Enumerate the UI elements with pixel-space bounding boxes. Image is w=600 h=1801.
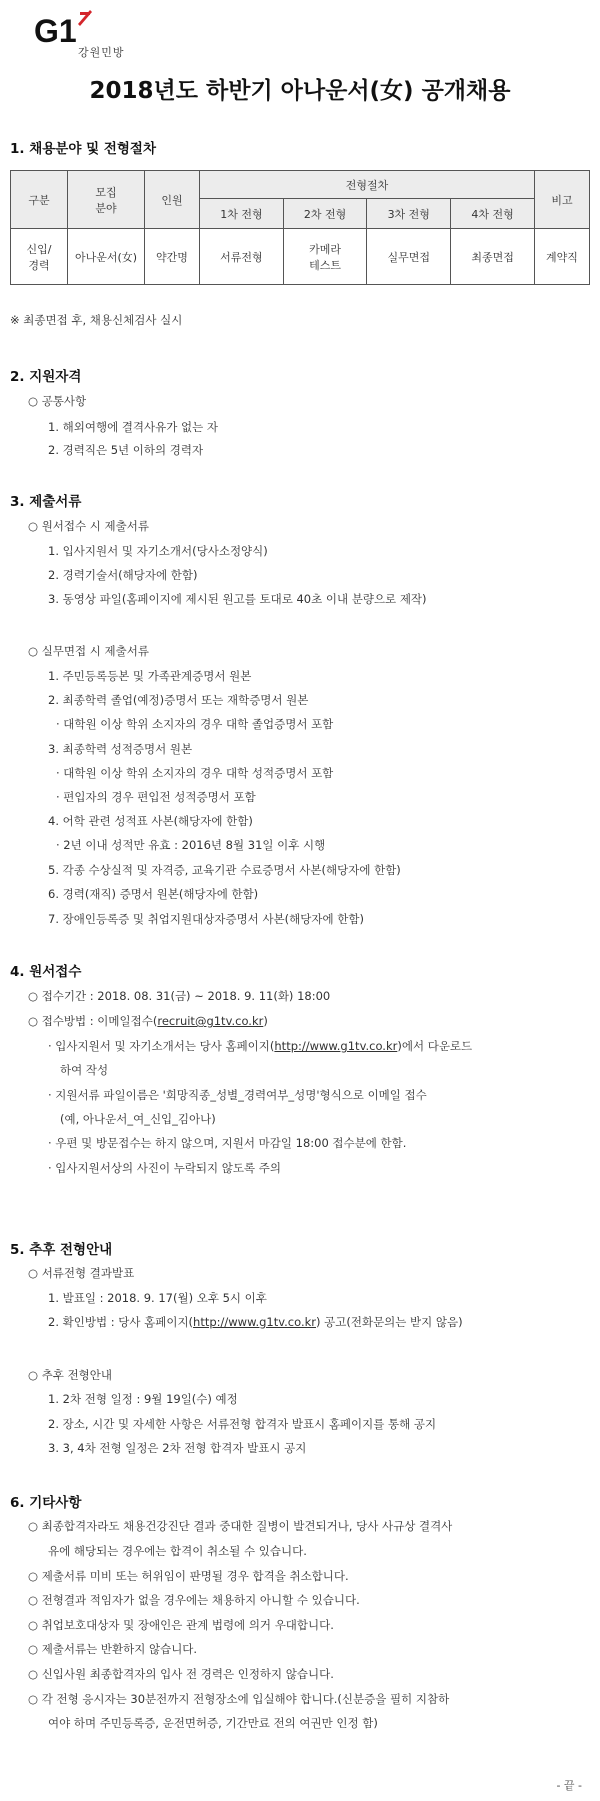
section-5-heading: 5. 추후 전형안내 <box>10 1242 113 1258</box>
header-people: 인원 <box>145 171 200 229</box>
sec3-b-note-4: · 2년 이내 성적만 유효 : 2016년 8월 31일 이후 시행 <box>56 838 326 852</box>
header-gubun: 구분 <box>11 171 68 229</box>
sec3-b-item-6: 6. 경력(재직) 증명서 원본(해당자에 한함) <box>48 887 259 901</box>
sec5-a-item-2 <box>48 1314 463 1330</box>
header-process: 전형절차 <box>200 171 535 199</box>
sec3-a-item-1: 1. 입사지원서 및 자기소개서(당사소정양식) <box>48 544 268 558</box>
sec4-period: ○ 접수기간 : 2018. 08. 31(금) ~ 2018. 9. 11(화) 18:00 <box>28 989 331 1003</box>
sec4-bullet-1 <box>48 1038 472 1054</box>
homepage-link-1[interactable]: http://www.g1tv.co.kr <box>274 1039 398 1053</box>
header-step-2: 2차 전형 <box>283 199 367 229</box>
sec3-sub-a: ○ 원서접수 시 제출서류 <box>28 519 149 533</box>
sec5-sub-a: ○ 서류전형 결과발표 <box>28 1266 135 1280</box>
sec4-bullet-3: · 우편 및 방문접수는 하지 않으며, 지원서 마감일 18:00 접수분에 한함. <box>48 1136 407 1150</box>
sec5-b-item-2: 2. 장소, 시간 및 자세한 사항은 서류전형 합격자 발표시 홈페이지를 통해 공지 <box>48 1417 437 1431</box>
sec6-item-1: ○ 최종합격자라도 채용건강진단 결과 중대한 질병이 발견되거나, 당사 사규상 결격사 <box>28 1519 453 1533</box>
sec6-item-4: ○ 취업보호대상자 및 장애인은 관계 법령에 의거 우대합니다. <box>28 1618 334 1632</box>
section-3-heading: 3. 제출서류 <box>10 494 82 510</box>
cell-step-3: 실무면접 <box>367 229 451 285</box>
sec3-b-item-3: 3. 최종학력 성적증명서 원본 <box>48 742 193 756</box>
cell-gubun: 신입/ 경력 <box>11 229 68 285</box>
sec3-sub-b: ○ 실무면접 시 제출서류 <box>28 644 149 658</box>
sec2-item-2: 2. 경력직은 5년 이하의 경력자 <box>48 443 204 457</box>
header-step-4: 4차 전형 <box>451 199 535 229</box>
sec4-b1-suffix: )에서 다운로드 <box>397 1039 473 1053</box>
cell-step-2: 카메라 테스트 <box>283 229 367 285</box>
cell-step-1: 서류전형 <box>200 229 284 285</box>
sec5-a2-prefix: 2. 확인방법 : 당사 홈페이지( <box>48 1315 194 1329</box>
sec4-bullet-2: · 지원서류 파일이름은 '희망직종_성별_경력여부_성명'형식으로 이메일 접수 <box>48 1088 427 1102</box>
homepage-link-2[interactable]: http://www.g1tv.co.kr <box>193 1315 316 1329</box>
section-6-heading: 6. 기타사항 <box>10 1495 82 1511</box>
sec6-item-6: ○ 신입사원 최종합격자의 입사 전 경력은 인정하지 않습니다. <box>28 1667 334 1681</box>
cell-field: 아나운서(女) <box>68 229 145 285</box>
section-1-footnote: ※ 최종면접 후, 채용신체검사 실시 <box>10 313 183 327</box>
header-field: 모집 분야 <box>68 171 145 229</box>
sec6-item-5: ○ 제출서류는 반환하지 않습니다. <box>28 1642 198 1656</box>
company-name: 강원민방 <box>78 46 125 59</box>
sec5-sub-b: ○ 추후 전형안내 <box>28 1368 112 1382</box>
sec2-item-1: 1. 해외여행에 결격사유가 없는 자 <box>48 420 219 434</box>
sec3-b-note-2: · 대학원 이상 학위 소지자의 경우 대학 성적증명서 포함 <box>56 766 334 780</box>
sec6-item-1-cont: 유에 해당되는 경우에는 합격이 취소될 수 있습니다. <box>48 1544 307 1558</box>
section-4-heading: 4. 원서접수 <box>10 964 82 980</box>
sec2-sub: ○ 공통사항 <box>28 394 87 408</box>
sec6-item-3: ○ 전형결과 적임자가 없을 경우에는 채용하지 아니할 수 있습니다. <box>28 1593 360 1607</box>
sec6-item-7-cont: 여야 하며 주민등록증, 운전면허증, 기간만료 전의 여권만 인정 함) <box>48 1716 378 1730</box>
sec5-a2-suffix: ) 공고(전화문의는 받지 않음) <box>316 1315 463 1329</box>
sec3-b-item-1: 1. 주민등록등본 및 가족관계증명서 원본 <box>48 669 252 683</box>
header-step-1: 1차 전형 <box>200 199 284 229</box>
sec5-b-item-3: 3. 3, 4차 전형 일정은 2차 전형 합격자 발표시 공지 <box>48 1441 307 1455</box>
sec4-bullet-2-cont: (예, 아나운서_여_신입_김아나) <box>60 1112 216 1126</box>
recruitment-table <box>10 170 590 285</box>
section-1-heading: 1. 채용분야 및 전형절차 <box>10 141 156 157</box>
recruit-email-link[interactable]: recruit@g1tv.co.kr <box>157 1014 264 1028</box>
cell-note: 계약직 <box>535 229 590 285</box>
section-2-heading: 2. 지원자격 <box>10 369 82 385</box>
sec4-bullet-1-cont: 하여 작성 <box>60 1063 109 1077</box>
sec5-b-item-1: 1. 2차 전형 일정 : 9월 19일(수) 예정 <box>48 1392 238 1406</box>
sec3-b-item-4: 4. 어학 관련 성적표 사본(해당자에 한함) <box>48 814 253 828</box>
sec3-b-item-2: 2. 최종학력 졸업(예정)증명서 또는 재학증명서 원본 <box>48 693 309 707</box>
sec5-a-item-1: 1. 발표일 : 2018. 9. 17(월) 오후 5시 이후 <box>48 1291 267 1305</box>
sec6-item-7: ○ 각 전형 응시자는 30분전까지 전형장소에 입실해야 합니다.(신분증을 필히 지참하 <box>28 1692 450 1706</box>
header-step-3: 3차 전형 <box>367 199 451 229</box>
page-title: 2018년도 하반기 아나운서(女) 공개채용 <box>89 78 511 104</box>
sec3-a-item-3: 3. 동영상 파일(홈페이지에 제시된 원고를 토대로 40초 이내 분량으로 제작) <box>48 592 427 606</box>
sec4-method-prefix: ○ 접수방법 : 이메일접수( <box>28 1014 158 1028</box>
sec4-method <box>28 1013 268 1029</box>
sec4-method-suffix: ) <box>263 1014 268 1028</box>
sec3-b-note-1: · 대학원 이상 학위 소지자의 경우 대학 졸업증명서 포함 <box>56 717 334 731</box>
sec3-b-item-5: 5. 각종 수상실적 및 자격증, 교육기관 수료증명서 사본(해당자에 한함) <box>48 863 401 877</box>
sec3-b-item-7: 7. 장애인등록증 및 취업지원대상자증명서 사본(해당자에 한함) <box>48 912 364 926</box>
header-note: 비고 <box>535 171 590 229</box>
sec6-item-2: ○ 제출서류 미비 또는 허위임이 판명될 경우 합격을 취소합니다. <box>28 1569 349 1583</box>
sec3-a-item-2: 2. 경력기술서(해당자에 한함) <box>48 568 198 582</box>
cell-step-4: 최종면접 <box>451 229 535 285</box>
sec3-b-note-3: · 편입자의 경우 편입전 성적증명서 포함 <box>56 790 256 804</box>
end-mark: - 끝 - <box>556 1779 582 1792</box>
sec4-bullet-4: · 입사지원서상의 사진이 누락되지 않도록 주의 <box>48 1161 282 1175</box>
svg-text:G1: G1 <box>34 13 77 48</box>
sec4-b1-prefix: · 입사지원서 및 자기소개서는 당사 홈페이지( <box>48 1039 275 1053</box>
cell-people: 약간명 <box>145 229 200 285</box>
